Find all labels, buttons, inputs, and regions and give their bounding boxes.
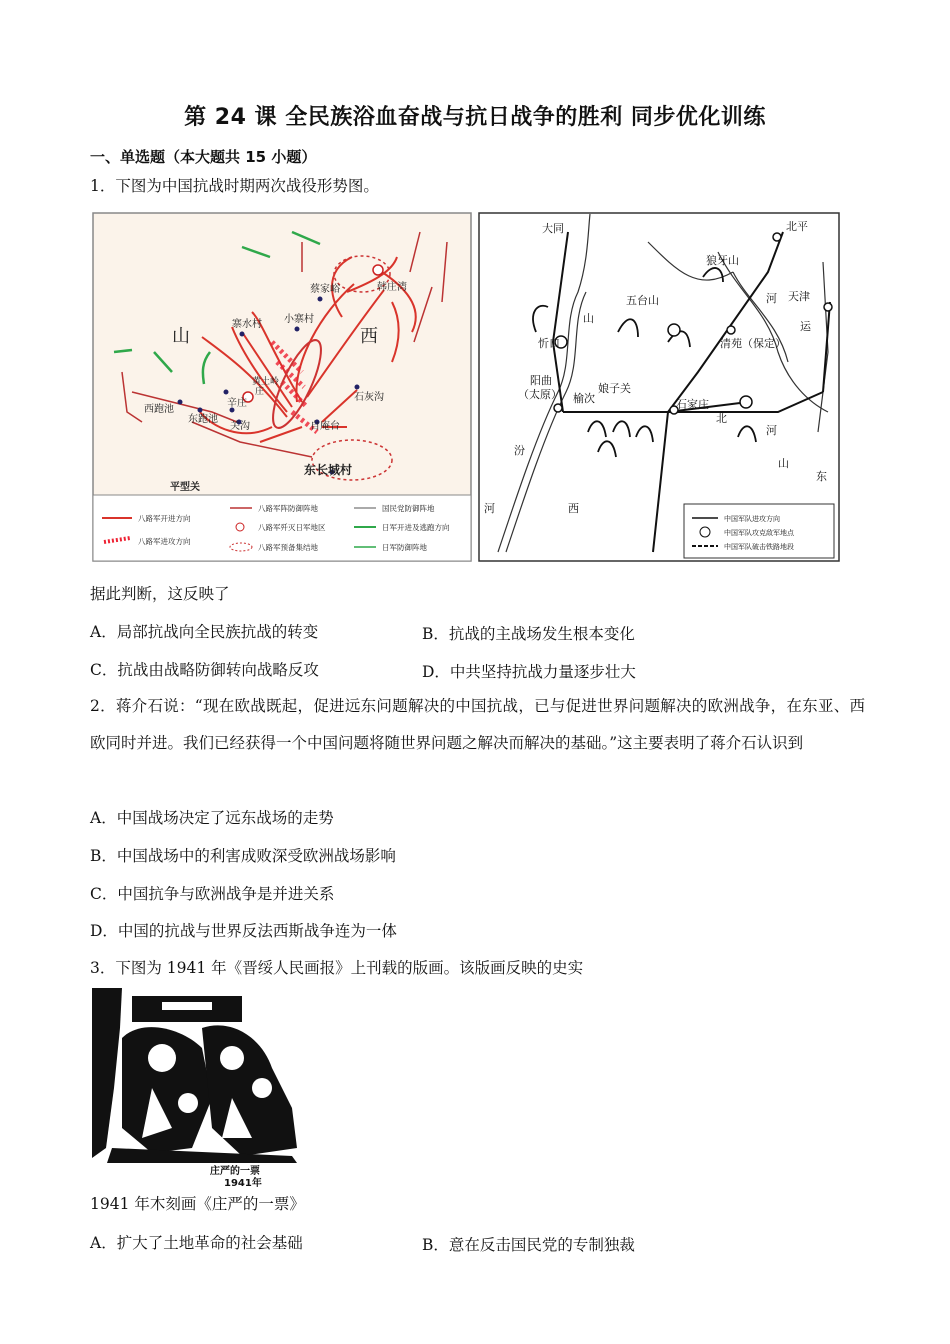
map1-label-ziantai: 自庵台: [310, 421, 340, 432]
map1-label-zhaishuicun: 寨水村: [232, 319, 262, 330]
map2-label-tianjin: 天津: [788, 290, 810, 303]
q1-option-c[interactable]: C．抗战由战略防御转向战略反攻: [90, 661, 319, 679]
section-heading: 一、单选题（本大题共 15 小题）: [90, 148, 317, 166]
woodcut-image: [92, 988, 300, 1188]
map1-label-guangou: 关沟: [230, 421, 250, 432]
legend-item: 八路军阵防御阵地: [258, 504, 318, 513]
map2-label-wutaishan: 五台山: [626, 294, 659, 307]
legend-item: 八路军进攻方向: [138, 537, 191, 546]
map1-label-pingxingguan: 平型关: [170, 482, 200, 493]
map2-label-shijiazhuang: 石家庄: [676, 398, 709, 411]
q1-stem: 1．下图为中国抗战时期两次战役形势图。: [90, 177, 379, 195]
legend-item: 中国军队进攻方向: [724, 515, 780, 523]
woodcut-year: 1941年: [224, 1178, 262, 1188]
map1-label-caijiayu: 蔡家峪: [310, 284, 340, 295]
q2-option-c[interactable]: C．中国抗争与欧洲战争是并进关系: [90, 885, 335, 903]
map1-label-xi: 西: [360, 326, 378, 347]
map2-label-beiping: 北平: [786, 220, 808, 233]
map1-label-dongpaochi: 东跑池: [188, 414, 218, 425]
woodcut-title: 庄严的一票: [210, 1166, 260, 1177]
map2-label-shan2: 山: [778, 457, 789, 470]
q2-option-d[interactable]: D．中国的抗战与世界反法西斯战争连为一体: [90, 922, 397, 940]
page-title: 第 24 课 全民族浴血奋战与抗日战争的胜利 同步优化训练: [184, 105, 766, 130]
map2-label-bei: 北: [716, 412, 727, 425]
map2-label-xinkou: 忻口: [538, 337, 560, 350]
map2-label-langyashan: 狼牙山: [706, 254, 739, 267]
map2-label-shan: 山: [583, 312, 594, 325]
map2-legend: [684, 504, 834, 558]
legend-item: 八路军预备集结地: [258, 543, 318, 552]
q2-option-a[interactable]: A．中国战场决定了远东战场的走势: [90, 809, 334, 827]
legend-item: 八路军开进方向: [138, 514, 191, 523]
q2-option-b[interactable]: B．中国战场中的利害成败深受欧洲战场影响: [90, 847, 396, 865]
map1-label-xiaozhaicun: 小寨村: [284, 314, 314, 325]
map2-label-fen: 汾: [514, 444, 525, 457]
q2-stem: 2．蒋介石说：“现在欧战既起，促进远东问题解决的中国抗战，已与促进世界问题解决的欧洲战争，在东亚、西欧同时并进。我们已经获得一个中国问题将随世界问题之解决而解决的基础。”这主要表明了蒋介石认识到: [90, 697, 865, 752]
map2-label-xi: 西: [568, 502, 579, 515]
legend-item: 日军开进及逃跑方向: [382, 523, 450, 532]
legend-item: 中国军队破击铁路地段: [724, 543, 794, 551]
pingxingguan-battle-map: [92, 212, 472, 562]
map1-label-hanzhuangwan: 韩庄湾: [377, 282, 407, 293]
legend-item: 八路军歼灭日军地区: [258, 523, 326, 532]
q3-caption: 1941 年木刻画《庄严的一票》: [90, 1195, 305, 1213]
q1-option-b[interactable]: B．抗战的主战场发生根本变化: [422, 625, 635, 643]
q1-option-d[interactable]: D．中共坚持抗战力量逐步壮大: [422, 663, 636, 681]
map2-label-qingyuan: 清苑（保定）: [720, 337, 786, 350]
q3-option-a[interactable]: A．扩大了土地革命的社会基础: [90, 1234, 303, 1252]
map1-label-zhuang: 庄: [255, 387, 265, 397]
legend-item: 国民党防御阵地: [382, 504, 435, 513]
legend-item: 中国军队攻克敌军地点: [724, 529, 794, 537]
map2-label-he: 河: [766, 292, 777, 305]
map1-label-shan: 山: [172, 326, 190, 347]
map2-label-yun: 运: [800, 320, 811, 333]
map1-label-xipaochi: 西跑池: [144, 404, 174, 415]
q1-option-a[interactable]: A．局部抗战向全民族抗战的转变: [90, 623, 319, 641]
q3-option-b[interactable]: B．意在反击国民党的专制独裁: [422, 1236, 635, 1254]
map2-label-dong: 东: [816, 470, 827, 483]
map2-label-taiyuan: （太原）: [518, 388, 562, 401]
q1-followup: 据此判断，这反映了: [90, 585, 230, 603]
map1-label-huangtuling: 黄土岭: [252, 377, 280, 387]
hundred-regiments-battle-map: [478, 212, 840, 562]
map2-label-yuci: 榆次: [573, 392, 595, 405]
map2-label-yangqu: 阳曲: [530, 374, 552, 387]
map2-label-datong: 大同: [542, 222, 564, 235]
legend-item: 日军防御阵地: [382, 543, 427, 552]
q3-stem: 3．下图为 1941 年《晋绥人民画报》上刊载的版画。该版画反映的史实: [90, 959, 584, 977]
map1-label-dongchangchengcun: 东长城村: [304, 463, 353, 477]
map2-label-niangziguan: 娘子关: [598, 382, 631, 395]
map2-label-he2: 河: [766, 424, 777, 437]
map1-label-shihuigou: 石灰沟: [354, 392, 384, 403]
map2-label-he3: 河: [484, 502, 495, 515]
map1-label-xinzhuang: 辛庄: [227, 398, 247, 409]
